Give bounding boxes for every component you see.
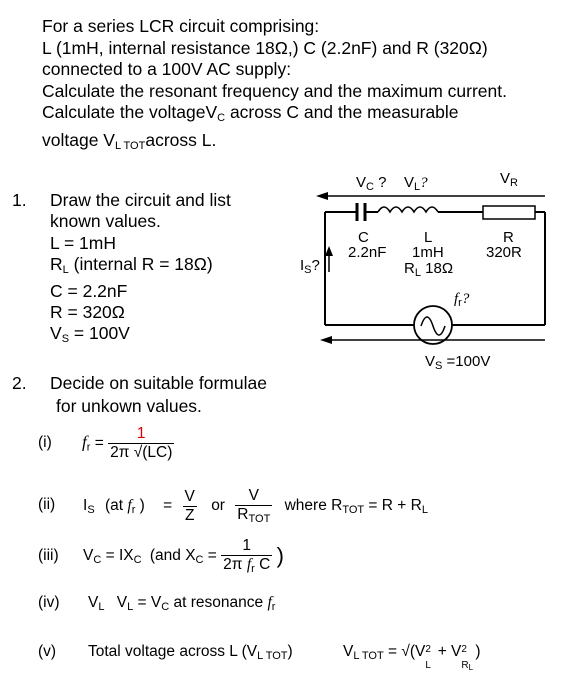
- inductor-value: 1mH: [412, 244, 444, 261]
- capacitor-name: C: [358, 229, 369, 246]
- formula-iv: $V_L$ $V_L = V_C$ at resonance $f_r$: [88, 594, 276, 613]
- supply-voltage-arrow-head: [320, 336, 332, 344]
- formula-v-label: (v): [38, 643, 57, 660]
- step-1-line-1: Draw the circuit and list: [50, 190, 231, 210]
- value-c: C = 2.2nF: [50, 281, 128, 301]
- resistor-body: [483, 206, 535, 219]
- vc-label: $V_C$ ?: [356, 174, 387, 193]
- inductor-coil: [378, 207, 438, 212]
- step-2-heading: [12, 373, 267, 416]
- step-1-number: 1.: [12, 190, 27, 210]
- vl-label: $V_L$?: [404, 174, 428, 193]
- formula-iii: $V_C = IX_C$ (and $X_C$ = $\frac{1}{2\pi f_r C}$ ): [83, 537, 284, 575]
- value-vs: $V_S = 100V$: [50, 323, 130, 345]
- formula-iv-label: (iv): [38, 594, 60, 611]
- intro-line-1: For a series LCR circuit comprising:: [42, 16, 320, 36]
- formula-ii: $I_S$ (at $f_r$ ) = $\frac{V}{Z}$ or $\frac{V}{R_{TOT}}$ where $R_{TOT} = R + R_L$: [83, 487, 428, 525]
- formula-v-description: Total voltage across L $(V_{L TOT})$: [88, 643, 293, 662]
- supply-voltage-label: $V_S =100V$: [425, 353, 491, 372]
- formula-iii-label: (iii): [38, 547, 59, 564]
- current-arrow-head: [325, 246, 333, 256]
- frequency-label: $f_r$?: [454, 291, 470, 309]
- step-1-line-2: known values.: [50, 211, 161, 231]
- vr-label: $V_R$: [500, 170, 518, 189]
- intro-line-4: Calculate the resonant frequency and the maximum current.: [42, 80, 507, 101]
- resistor-value: 320R: [486, 244, 522, 261]
- formula-ii-label: (ii): [38, 496, 56, 513]
- voltage-arrow-head-left: [316, 192, 328, 200]
- formula-v: $V_{L TOT} = √(V$ 2 L + V 2 $R_L$ ): [343, 643, 481, 672]
- step-2-number: 2.: [12, 373, 27, 393]
- step-2-line-1: Decide on suitable formulae: [50, 373, 267, 393]
- capacitor-value: 2.2nF: [348, 244, 387, 261]
- formula-i-denominator: 2π √(LC): [110, 444, 173, 461]
- formula-i-label: (i): [38, 434, 52, 451]
- value-rl: $R_L$ (internal R = 18Ω): [50, 254, 213, 276]
- intro-line-3: connected to a 100V AC supply:: [42, 59, 292, 79]
- inductor-resistance: $R_L$ 18Ω: [404, 260, 454, 279]
- formula-i-numerator: 1: [108, 425, 174, 444]
- step-2-line-2: for unkown values.: [56, 396, 202, 416]
- resistor-name: R: [503, 229, 514, 246]
- current-label: $I_S$?: [300, 257, 320, 276]
- value-l: L = 1mH: [50, 233, 116, 253]
- intro-line-5: Calculate the voltageV$_C$ across C and the measurable: [42, 102, 459, 124]
- intro-line-2: L (1mH, internal resistance 18Ω,) C (2.2nF) and R (320Ω): [42, 37, 488, 58]
- inductor-name: L: [424, 229, 433, 246]
- formula-i: $f_r$ = $\frac{1}{2\pi √(LC)}$: [82, 425, 173, 461]
- value-r: R = 320Ω: [50, 302, 125, 322]
- intro-line-6: voltage $V_{L TOT}across$ L.: [42, 129, 217, 152]
